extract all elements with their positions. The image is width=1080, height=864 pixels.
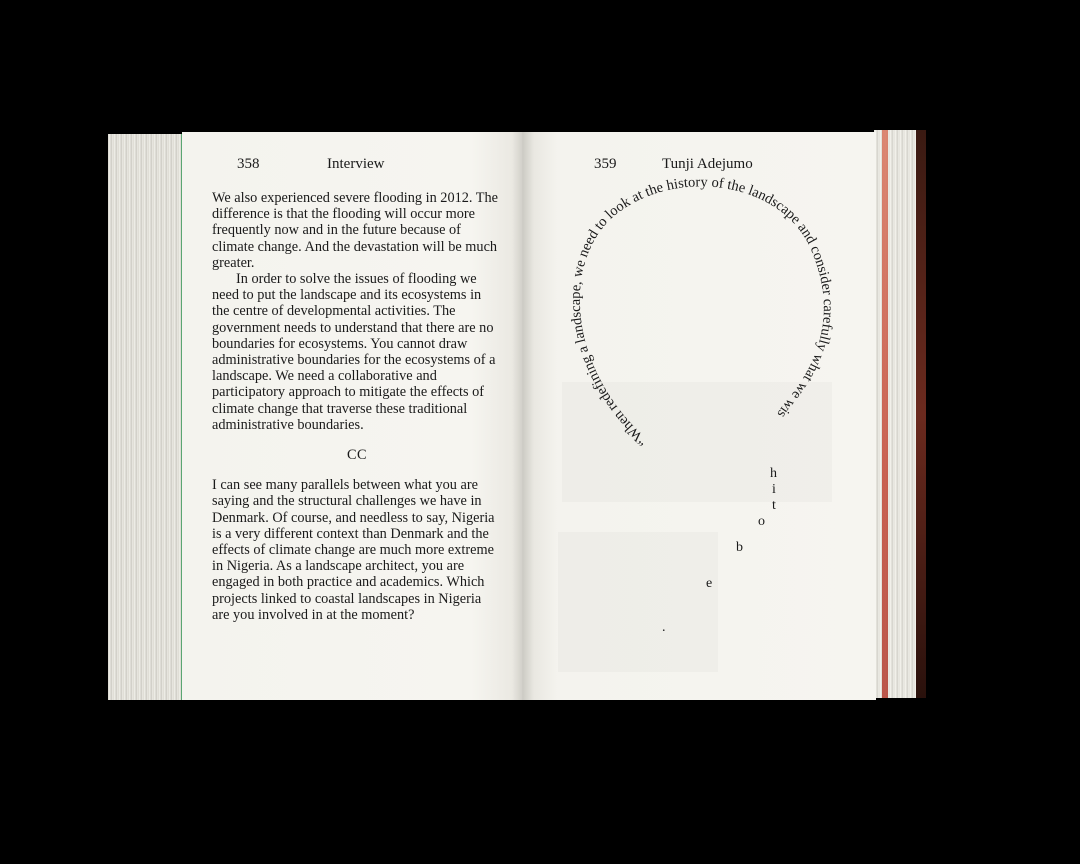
right-running-title: Tunji Adejumo <box>662 156 753 172</box>
left-page-number: 358 <box>237 156 260 172</box>
falling-letter-7: . <box>662 620 666 635</box>
paragraph-ecosystems: In order to solve the issues of flooding we need to put the landscape and its ecosystems in the centre of developmental activities. The government needs to understand that there are no boundaries for ecosystems. You cannot draw administrative boundaries for the ecosystems of a landscape. We need a collaborative and participatory approach to mitigate the effects of climate change that traverse these traditional administrative boundaries. <box>212 271 496 433</box>
paragraph-question: I can see many parallels between what you are saying and the structural challenges we have in Denmark. Of course, and needless to say, Nigeria is a very different context than Denmark and the effects of climate change are much more extreme in Nigeria. As a landscape architect, you are engaged in both practice and academics. Which projects linked to coastal landscapes in Nigeria are you involved in at the moment? <box>212 477 495 623</box>
cover-edge <box>916 130 926 698</box>
falling-letter-5: b <box>736 540 743 555</box>
left-page-block-edge <box>108 134 186 700</box>
right-page-number: 359 <box>594 156 617 172</box>
falling-letter-1: h <box>770 466 777 481</box>
open-book <box>108 128 926 708</box>
curved-quote-graphic <box>522 132 876 700</box>
falling-letter-3: t <box>772 498 776 513</box>
red-edge-stripe <box>882 130 888 698</box>
left-page <box>182 132 522 700</box>
right-page <box>522 132 876 700</box>
falling-letter-4: o <box>758 514 765 529</box>
book-gutter <box>512 132 534 700</box>
paragraph-flooding: We also experienced severe flooding in 2012. The difference is that the flooding will occur more frequently now and in the future because of climate change. And the devastation will be much greater. <box>212 190 499 271</box>
left-running-title: Interview <box>327 156 385 172</box>
curved-quote-text: “When redefining a landscape, we need to look at the history of the landscape and consider carefully what we wis <box>567 174 836 449</box>
right-page-block-edge <box>874 130 926 698</box>
falling-letter-6: e <box>706 576 713 591</box>
falling-letter-2: i <box>772 482 776 497</box>
speaker-label: CC <box>346 447 368 464</box>
left-body-text <box>212 190 502 623</box>
